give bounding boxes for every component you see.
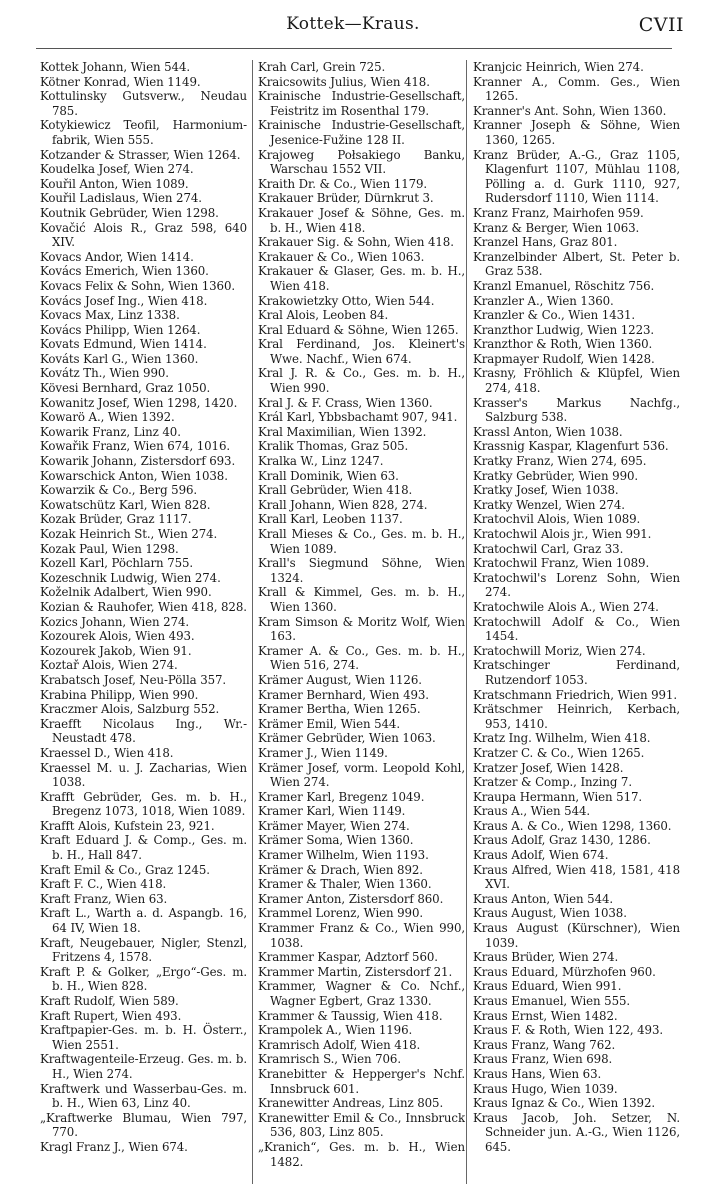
directory-entry: Kratochwil Franz, Wien 1089.: [473, 556, 650, 571]
directory-entry: Kraessel D., Wien 418.: [40, 745, 174, 760]
directory-entry: Krammel Lorenz, Wien 990.: [258, 906, 424, 921]
directory-entry: Koutnik Gebrüder, Wien 1298.: [40, 205, 219, 220]
directory-entry: Krämer Gebrüder, Wien 1063.: [258, 731, 436, 746]
directory-entry: Kramer Anton, Zistersdorf 860.: [258, 891, 444, 906]
directory-entry: Kranzthor & Roth, Wien 1360.: [473, 337, 653, 352]
directory-entry: Krall Mieses & Co., Ges. m. b. H., Wien 1089.: [258, 527, 465, 556]
directory-entry: Krakauer & Glaser, Ges. m. b. H., Wien 418.: [258, 264, 465, 293]
directory-entry: Kraftwerk und Wasserbau-Ges. m. b. H., Wien 63, Linz 40.: [40, 1081, 247, 1111]
directory-entry: Kranzler & Co., Wien 1431.: [473, 308, 636, 323]
directory-entry: Kraft Eduard J. & Comp., Ges. m. b. H., Hall 847.: [40, 833, 247, 863]
directory-entry: Kraus Jacob, Joh. Setzer, N. Schneider jun. A.-G., Wien 1126, 645.: [473, 1110, 680, 1154]
directory-entry: Krall Gebrüder, Wien 418.: [258, 483, 413, 498]
directory-entry: Kratz Ing. Wilhelm, Wien 418.: [473, 731, 651, 746]
directory-entry: Krall & Kimmel, Ges. m. b. H., Wien 1360.: [258, 585, 465, 614]
directory-entry: Kratochwill Moriz, Wien 274.: [473, 643, 646, 658]
directory-entry: Krampolek A., Wien 1196.: [258, 1023, 413, 1038]
directory-entry: Kranner Joseph & Söhne, Wien 1360, 1265.: [473, 118, 680, 147]
directory-entry: Kranjcic Heinrich, Wien 274.: [473, 60, 644, 74]
directory-entry: Kramer Karl, Bregenz 1049.: [258, 789, 425, 804]
directory-entry: Kotykiewicz Teofil, Harmonium-fabrik, Wien 555.: [40, 118, 247, 147]
directory-entry: Kratschmann Friedrich, Wien 991.: [473, 687, 677, 702]
directory-entry: Kramer A. & Co., Ges. m. b. H., Wien 516, 274.: [258, 643, 465, 673]
directory-entry: Krätschmer Heinrich, Kerbach, 953, 1410.: [473, 702, 680, 731]
directory-entry: Kraus Franz, Wang 762.: [473, 1037, 616, 1052]
directory-entry: Kraus F. & Roth, Wien 122, 493.: [473, 1023, 664, 1038]
directory-entry: Krammer Franz & Co., Wien 990, 1038.: [258, 921, 465, 950]
directory-entry: Krammer Kaspar, Adztorf 560.: [258, 950, 438, 965]
directory-entry: Kowarzik & Co., Berg 596.: [40, 483, 198, 498]
directory-entry: Kranebitter & Hepperger's Nchf. Innsbruck 601.: [258, 1066, 465, 1096]
directory-entry: Krafft Alois, Kufstein 23, 921.: [40, 818, 215, 833]
directory-entry: Krammer & Taussig, Wien 418.: [258, 1008, 443, 1023]
directory-entry: Kraft, Neugebauer, Nigler, Stenzl, Fritzens 4, 1578.: [40, 935, 247, 965]
directory-entry: Krämer Emil, Wien 544.: [258, 716, 400, 731]
directory-entry: Kovačić Alois R., Graz 598, 640 XIV.: [40, 220, 247, 250]
directory-entry: Kramer Wilhelm, Wien 1193.: [258, 848, 429, 863]
directory-entry: Kraft Emil & Co., Graz 1245.: [40, 862, 210, 877]
directory-entry: Kral J. R. & Co., Ges. m. b. H., Wien 990.: [258, 366, 465, 396]
directory-entry: Kraus Adolf, Wien 674.: [473, 848, 609, 863]
directory-entry: Kraus Brüder, Wien 274.: [473, 950, 619, 965]
directory-entry: Kral Alois, Leoben 84.: [258, 308, 389, 323]
directory-entry: Kraczmer Alois, Salzburg 552.: [40, 702, 220, 717]
directory-entry: Krakauer Josef & Söhne, Ges. m. b. H., Wien 418.: [258, 205, 465, 235]
directory-entry: Kraus Eduard, Mürzhofen 960.: [473, 964, 656, 979]
directory-entry: Kratochwil Carl, Graz 33.: [473, 541, 624, 556]
directory-entry: Kramrisch Adolf, Wien 418.: [258, 1037, 421, 1052]
directory-column-2: [258, 60, 465, 1184]
directory-entry: Kranz Franz, Mairhofen 959.: [473, 205, 644, 220]
directory-entry: Kozell Karl, Pöchlarn 755.: [40, 556, 194, 571]
directory-entry: Kozak Heinrich St., Wien 274.: [40, 527, 218, 541]
directory-entry: Kowarö A., Wien 1392.: [40, 410, 175, 425]
directory-entry: Kraft L., Warth a. d. Aspangb. 16, 64 IV, Wien 18.: [40, 906, 247, 936]
directory-entry: Kratky Franz, Wien 274, 695.: [473, 454, 647, 469]
directory-entry: Krakauer Sig. & Sohn, Wien 418.: [258, 235, 454, 250]
directory-entry: Kovacs Felix & Sohn, Wien 1360.: [40, 278, 235, 293]
directory-entry: Kranner's Ant. Sohn, Wien 1360.: [473, 103, 667, 118]
directory-entry: Kranzthor Ludwig, Wien 1223.: [473, 322, 655, 337]
directory-entry: Kovátz Th., Wien 990.: [40, 366, 169, 381]
directory-entry: Kraft P. & Golker, „Ergo“-Ges. m. b. H., Wien 828.: [40, 964, 247, 994]
directory-entry: Kotzander & Strasser, Wien 1264.: [40, 147, 241, 162]
column-divider: [252, 60, 253, 1184]
directory-entry: Kranzler A., Wien 1360.: [473, 293, 614, 308]
directory-entry: Krämer Josef, vorm. Leopold Kohl, Wien 274.: [258, 760, 465, 790]
directory-entry: Krasser's Markus Nachfg., Salzburg 538.: [473, 395, 680, 425]
directory-entry: Krabatsch Josef, Neu-Pölla 357.: [40, 672, 227, 687]
directory-entry: Kralik Thomas, Graz 505.: [258, 439, 409, 454]
directory-entry: Kranz & Berger, Wien 1063.: [473, 220, 640, 235]
directory-entry: Koželnik Adalbert, Wien 990.: [40, 585, 212, 600]
directory-entry: Krakowietzky Otto, Wien 544.: [258, 293, 435, 308]
directory-entry: Kraft Franz, Wien 63.: [40, 891, 168, 906]
directory-entry: Kramer J., Wien 1149.: [258, 745, 388, 760]
directory-entry: Kraus Franz, Wien 698.: [473, 1052, 613, 1067]
directory-entry: Krall's Siegmund Söhne, Wien 1324.: [258, 556, 465, 585]
directory-entry: Kottulinsky Gutsverw., Neudau 785.: [40, 89, 247, 118]
directory-entry: Kötner Konrad, Wien 1149.: [40, 74, 201, 89]
directory-entry: Kraefft Nicolaus Ing., Wr.-Neustadt 478.: [40, 716, 247, 746]
directory-entry: Kranz Brüder, A.-G., Graz 1105, Klagenfurt 1107, Mühlau 1108, Pölling a. d. Gurk 1110, 927, Rudersdorf 1110, Wien 1114.: [473, 147, 680, 206]
directory-entry: Kozics Johann, Wien 274.: [40, 614, 190, 629]
header-rule: [36, 48, 672, 49]
directory-entry: Kovács Josef Ing., Wien 418.: [40, 293, 208, 308]
directory-column-1: [40, 60, 247, 1184]
directory-entry: Kramrisch S., Wien 706.: [258, 1052, 401, 1067]
directory-entry: Kratochwill Adolf & Co., Wien 1454.: [473, 614, 680, 644]
directory-entry: Kovats Edmund, Wien 1414.: [40, 337, 207, 352]
directory-entry: Kowarik Franz, Linz 40.: [40, 424, 181, 439]
directory-entry: Kraftpapier-Ges. m. b. H. Österr., Wien 2551.: [40, 1023, 247, 1052]
directory-entry: Kovács Philipp, Wien 1264.: [40, 322, 201, 337]
directory-entry: Kranzelbinder Albert, St. Peter b. Graz 538.: [473, 249, 680, 279]
directory-entry: Krämer Mayer, Wien 274.: [258, 818, 410, 833]
directory-entry: Krammer, Wagner & Co. Nchf., Wagner Egbert, Graz 1330.: [258, 979, 465, 1008]
directory-entry: Krall Karl, Leoben 1137.: [258, 512, 403, 527]
directory-entry: Kraicsowits Julius, Wien 418.: [258, 74, 430, 89]
directory-entry: Kral Ferdinand, Jos. Kleinert's Wwe. Nachf., Wien 674.: [258, 337, 465, 366]
directory-entry: Krassl Anton, Wien 1038.: [473, 424, 623, 439]
directory-entry: Krasny, Fröhlich & Klüpfel, Wien 274, 418.: [473, 366, 680, 396]
directory-entry: Kovacs Andor, Wien 1414.: [40, 249, 194, 264]
directory-entry: Kraupa Hermann, Wien 517.: [473, 789, 643, 804]
directory-entry: „Kraftwerke Blumau, Wien 797, 770.: [40, 1110, 247, 1140]
directory-entry: Kraus Adolf, Graz 1430, 1286.: [473, 833, 651, 848]
directory-entry: Kramer Bertha, Wien 1265.: [258, 702, 421, 717]
directory-entry: Kowarik Johann, Zistersdorf 693.: [40, 454, 236, 469]
directory-entry: Kovacs Max, Linz 1338.: [40, 308, 180, 323]
directory-entry: Krainische Industrie-Gesellschaft, Feistritz im Rosenthal 179.: [258, 89, 465, 118]
directory-entry: Kraus Ignaz & Co., Wien 1392.: [473, 1096, 656, 1111]
directory-entry: Kövesi Bernhard, Graz 1050.: [40, 381, 211, 396]
directory-entry: Kratzer & Comp., Inzing 7.: [473, 775, 632, 790]
directory-entry: Kratky Josef, Wien 1038.: [473, 483, 619, 498]
directory-entry: Kral J. & F. Crass, Wien 1360.: [258, 395, 433, 410]
directory-entry: Krämer August, Wien 1126.: [258, 672, 422, 687]
directory-entry: Kraus Alfred, Wien 418, 1581, 418 XVI.: [473, 862, 680, 892]
directory-entry: Krassnig Kaspar, Klagenfurt 536.: [473, 439, 669, 454]
directory-entry: Krainische Industrie-Gesellschaft, Jesenice-Fužine 128 II.: [258, 118, 465, 147]
directory-entry: Kramer Karl, Wien 1149.: [258, 804, 406, 819]
directory-entry: Kratzer Josef, Wien 1428.: [473, 760, 624, 775]
directory-entry: Krall Johann, Wien 828, 274.: [258, 497, 428, 512]
directory-entry: Krah Carl, Grein 725.: [258, 60, 386, 74]
directory-entry: Koudelka Josef, Wien 274.: [40, 162, 194, 177]
directory-entry: Kratochwil Alois jr., Wien 991.: [473, 527, 652, 541]
directory-entry: Kraus Hugo, Wien 1039.: [473, 1081, 618, 1096]
directory-entry: Kraftwagenteile-Erzeug. Ges. m. b. H., Wien 274.: [40, 1052, 247, 1081]
directory-entry: Kraft Rupert, Wien 493.: [40, 1008, 182, 1023]
directory-entry: Kraus August, Wien 1038.: [473, 906, 627, 921]
directory-entry: „Kranich“, Ges. m. b. H., Wien 1482.: [258, 1139, 465, 1169]
page-number: CVII: [638, 14, 684, 36]
directory-entry: Kouřil Ladislaus, Wien 274.: [40, 191, 202, 206]
directory-entry: Krafft Gebrüder, Ges. m. b. H., Bregenz 1073, 1018, Wien 1089.: [40, 789, 247, 819]
directory-entry: Kramer & Thaler, Wien 1360.: [258, 877, 432, 892]
directory-entry: Kraith Dr. & Co., Wien 1179.: [258, 176, 428, 191]
directory-entry: Kowarschick Anton, Wien 1038.: [40, 468, 228, 483]
directory-entry: Kraus August (Kürschner), Wien 1039.: [473, 921, 680, 950]
directory-entry: Kraus Emanuel, Wien 555.: [473, 994, 631, 1008]
directory-entry: Krapmayer Rudolf, Wien 1428.: [473, 351, 655, 366]
column-divider: [466, 60, 467, 1184]
directory-entry: Kranzel Hans, Graz 801.: [473, 235, 618, 250]
directory-entry: Kranzl Emanuel, Röschitz 756.: [473, 278, 655, 293]
directory-entry: Krabina Philipp, Wien 990.: [40, 687, 199, 702]
directory-entry: Kramer Bernhard, Wien 493.: [258, 687, 429, 702]
directory-entry: Krämer & Drach, Wien 892.: [258, 862, 423, 877]
directory-entry: Kozourek Alois, Wien 493.: [40, 629, 195, 644]
directory-entry: Kowanitz Josef, Wien 1298, 1420.: [40, 395, 238, 410]
directory-entry: Kralka W., Linz 1247.: [258, 454, 384, 469]
directory-entry: Krakauer Brüder, Dürnkrut 3.: [258, 191, 434, 206]
directory-entry: Kraus A., Wien 544.: [473, 804, 591, 819]
directory-entry: Kraus Anton, Wien 544.: [473, 891, 614, 906]
directory-entry: Kraus Eduard, Wien 991.: [473, 979, 622, 994]
directory-entry: Krakauer & Co., Wien 1063.: [258, 249, 425, 264]
directory-entry: Kozak Paul, Wien 1298.: [40, 541, 179, 556]
directory-entry: Kraus Ernst, Wien 1482.: [473, 1008, 618, 1023]
directory-entry: Kral Maximilian, Wien 1392.: [258, 424, 427, 439]
directory-entry: Kratochwil's Lorenz Sohn, Wien 274.: [473, 570, 680, 600]
directory-entry: Kowařik Franz, Wien 674, 1016.: [40, 439, 231, 454]
directory-entry: Kral Eduard & Söhne, Wien 1265.: [258, 322, 459, 337]
directory-entry: Kranewitter Emil & Co., Innsbruck 536, 803, Linz 805.: [258, 1110, 465, 1140]
directory-entry: Král Karl, Ybbsbachamt 907, 941.: [258, 410, 458, 425]
directory-entry: Krall Dominik, Wien 63.: [258, 468, 399, 483]
directory-entry: Kraessel M. u. J. Zacharias, Wien 1038.: [40, 760, 247, 790]
directory-entry: Kranewitter Andreas, Linz 805.: [258, 1096, 444, 1111]
directory-entry: Kovács Emerich, Wien 1360.: [40, 264, 209, 279]
directory-entry: Kozian & Rauhofer, Wien 418, 828.: [40, 599, 247, 614]
directory-entry: Kratochvil Alois, Wien 1089.: [473, 512, 641, 527]
directory-column-3: [473, 60, 680, 1184]
directory-entry: Kraus A. & Co., Wien 1298, 1360.: [473, 818, 672, 833]
directory-entry: Kozak Brüder, Graz 1117.: [40, 512, 192, 527]
directory-entry: Kratschinger Ferdinand, Rutzendorf 1053.: [473, 658, 680, 687]
directory-entry: Kraft F. C., Wien 418.: [40, 877, 167, 892]
directory-entry: Koztař Alois, Wien 274.: [40, 658, 178, 673]
directory-entry: Krajoweg Połsakiego Banku, Warschau 1552 VII.: [258, 147, 465, 177]
directory-entry: Kranner A., Comm. Ges., Wien 1265.: [473, 74, 680, 104]
directory-entry: Kragl Franz J., Wien 674.: [40, 1139, 188, 1154]
directory-entry: Kowatschütz Karl, Wien 828.: [40, 497, 211, 512]
directory-entry: Kováts Karl G., Wien 1360.: [40, 351, 199, 366]
running-title: Kottek—Kraus.: [286, 14, 420, 34]
directory-entry: Kozourek Jakob, Wien 91.: [40, 643, 192, 658]
directory-entry: Kram Simson & Moritz Wolf, Wien 163.: [258, 614, 465, 644]
page-header: [0, 14, 706, 44]
directory-entry: Kraft Rudolf, Wien 589.: [40, 994, 179, 1008]
directory-entry: Krammer Martin, Zistersdorf 21.: [258, 964, 453, 979]
directory-entry: Kratky Gebrüder, Wien 990.: [473, 468, 639, 483]
directory-entry: Kottek Johann, Wien 544.: [40, 60, 191, 74]
directory-entry: Kozeschnik Ludwig, Wien 274.: [40, 570, 221, 585]
directory-entry: Kratzer C. & Co., Wien 1265.: [473, 745, 645, 760]
directory-entry: Kratochwile Alois A., Wien 274.: [473, 599, 659, 614]
directory-entry: Kouřil Anton, Wien 1089.: [40, 176, 189, 191]
directory-entry: Krämer Soma, Wien 1360.: [258, 833, 414, 848]
directory-entry: Kratky Wenzel, Wien 274.: [473, 497, 625, 512]
directory-entry: Kraus Hans, Wien 63.: [473, 1066, 602, 1081]
